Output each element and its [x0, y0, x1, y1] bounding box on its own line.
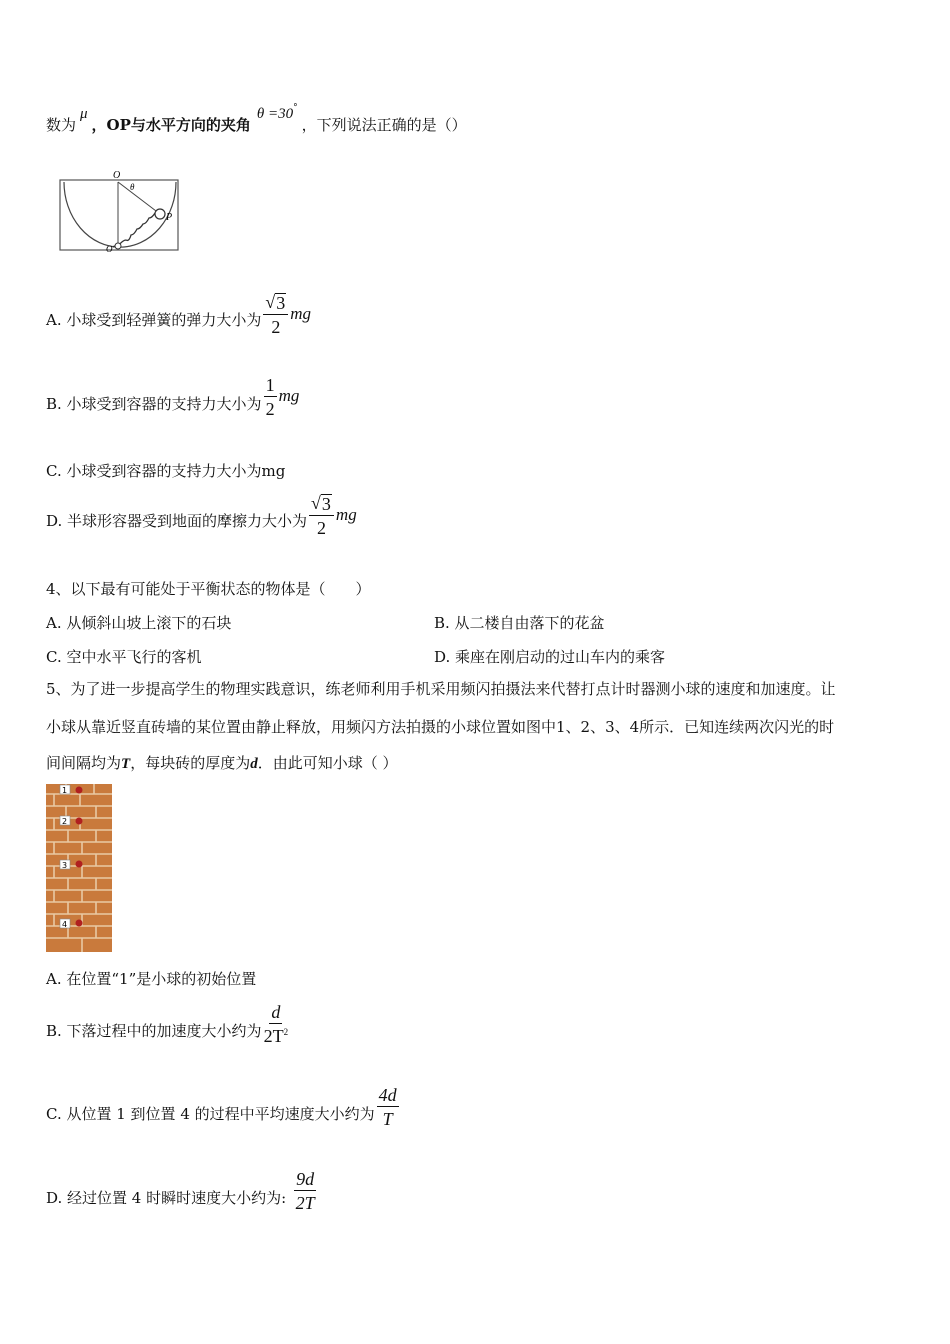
- hemisphere-spring-figure: [56, 168, 186, 260]
- q5-stem-line1: 5、为了进一步提高学生的物理实践意识，练老师利用手机采用频闪拍摄法来代替打点计时器测小球的速度和加速度。让: [46, 680, 836, 698]
- q3-option-a: A. 小球受到轻弹簧的弹力大小为 √ 3 2 mg: [46, 292, 312, 337]
- brick-wall-figure: [46, 784, 112, 952]
- intro-mid: ，OP与水平方向的夹角: [91, 116, 251, 134]
- q4-option-a: A. 从倾斜山坡上滚下的石块: [46, 614, 232, 632]
- svg-text:2: 2: [62, 817, 68, 826]
- q4-option-b: B. 从二楼自由落下的花盆: [434, 614, 605, 632]
- mu-symbol: μ: [80, 106, 88, 122]
- ball-position-2: [76, 818, 83, 825]
- q5-option-c: C. 从位置 1 到位置 4 的过程中平均速度大小约为 $\frac{4d}{T}$: [46, 1085, 397, 1129]
- intro-prefix: 数为: [46, 116, 77, 134]
- label-theta: θ: [130, 182, 135, 192]
- q3-option-c: C. 小球受到容器的支持力大小为mg: [46, 462, 286, 480]
- q5-option-d: D. 经过位置 4 时瞬时速度大小约为: $\frac{9d}{2T}$: [46, 1169, 315, 1213]
- q5-option-b: B. 下落过程中的加速度大小约为 $\frac{d}{2T^2}$: [46, 1002, 289, 1046]
- ball-position-3: [76, 861, 83, 868]
- label-p: P: [166, 212, 173, 223]
- q4-option-c: C. 空中水平飞行的客机: [46, 648, 202, 666]
- q5-stem-line2: 小球从靠近竖直砖墙的某位置由静止释放，用频闪方法拍摄的小球位置如图中1、2、3、4所示．已知连续两次闪光的时: [46, 718, 835, 736]
- q4-stem: 4、以下最有可能处于平衡状态的物体是（ ）: [46, 580, 371, 598]
- q4-option-d: D. 乘座在刚启动的过山车内的乘客: [434, 648, 666, 666]
- svg-text:4: 4: [62, 920, 68, 929]
- degree-mark: °: [293, 103, 298, 113]
- svg-text:1: 1: [62, 786, 68, 795]
- q5-stem-line3: 间间隔均为 T ，每块砖的厚度为 d ．由此可知小球（ ）: [46, 754, 398, 772]
- stem-intro: [46, 103, 467, 134]
- theta-equation: θ =30: [256, 106, 294, 122]
- label-o: O: [113, 170, 121, 181]
- q5-option-a: A. 在位置“1”是小球的初始位置: [46, 970, 257, 988]
- ball-position-4: [76, 920, 83, 927]
- intro-suffix: ，下列说法正确的是（）: [301, 116, 467, 134]
- ball-position-1: [76, 787, 83, 794]
- q3-option-b: B. 小球受到容器的支持力大小为 $\frac{1}{2}$ mg: [46, 375, 300, 419]
- svg-text:3: 3: [62, 861, 68, 870]
- q3-option-d: D. 半球形容器受到地面的摩擦力大小为 √ 3 2 mg: [46, 493, 357, 538]
- label-o-prime: O': [106, 244, 115, 254]
